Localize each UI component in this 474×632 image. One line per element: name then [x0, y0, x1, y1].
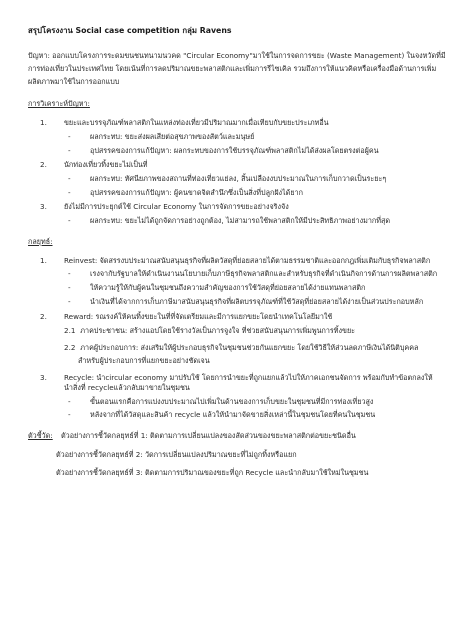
indicator-first	[28, 431, 446, 441]
bullet-item: - เรงจากับรัฐบาลให้ดำเนินงานนโยบายเก็บภาษีธุรกิจพลาสติกและสำหรับธุรกิจที่ดำเนินกิจการด้านการผลิตพลาสติก	[64, 269, 446, 279]
document-title: สรุปโครงงาน Social case competition กลุ่ม Ravens	[28, 26, 232, 35]
sub-item-text: ภาคผู้ประกอบการ: ส่งเสริมให้ผู้ประกอบธุรกิจในชุมชนช่วยกันแยกขยะ โดยใช้วิธีให้ส่วนลดภาษีเงินได้นิติบุคคล	[80, 343, 419, 353]
sub-item	[64, 325, 446, 338]
indicator-text: ตัวอย่างการชี้วัดกลยุทธ์ที่ 2: วัดการเปลี่ยนแปลงปริมาณขยะที่ไม่ถูกทิ้งหรือแยก	[56, 449, 297, 459]
bullet-item: - ผลกระทบ: ทัศนียภาพของสถานที่ท่องเที่ยวแย่ลง, สิ้นเปลืองงบประมาณในการเก็บกวาดเป็นระยะๆ	[64, 174, 446, 184]
strategy-item	[40, 373, 446, 420]
strategy-bullets	[64, 269, 446, 306]
strategy-item	[40, 256, 446, 307]
bullet-item: - ให้ความรู้ให้กับผู้คนในชุมชนถึงความสำคัญของการใช้วัสดุที่ย่อยสลายได้ง่ายแทนพลาสติก	[64, 283, 446, 293]
analysis-bullets	[64, 216, 446, 226]
bullet-item: - ผลกระทบ: ขยะไม่ได้ถูกจัดการอย่างถูกต้อง, ไม่สามารถใช้พลาสติกให้มีประสิทธิภาพอย่างมากที่สุด	[64, 216, 446, 226]
strategy-item-continuation: นำสิ่งที่ recycleแล้วกลับมาขายในชุมชน	[64, 382, 190, 392]
indicator-text: ตัวอย่างการชี้วัดกลยุทธ์ที่ 3: ติดตามการปริมาณของขยะที่ถูก Recycle และนำกลับมาใช้ใหม่ในชุมชน	[56, 468, 369, 478]
sub-item-text: ภาคประชาชน: สร้างแอปโดยใช้รางวัลเป็นการจูงใจ ที่ช่วยสนับสนุนการเพิ่มพูนการทิ้งขยะ	[80, 326, 356, 336]
strategy-item-line: Recycle: นำcircular economy มาปรับใช้ โดยการนำขยะที่ถูกแยกแล้วไปให้ภาคเอกชนจัดการ พร้อมกับทำข้อตกลงให้	[64, 373, 433, 383]
item-number: 2.	[40, 311, 47, 321]
strategy-bullets	[64, 397, 446, 420]
strategy-list	[28, 256, 446, 420]
analysis-list	[28, 118, 446, 226]
bullet-item: - นำเงินที่ได้จากการเก็บภาษีมาสนับสนุนธุรกิจที่ผลิตบรรจุภัณฑ์ที่ใช้วัสดุที่ย่อยสลายได้ง่ายเป็นส่วนประกอบหลัก	[64, 297, 446, 307]
bullet-item: - อุปสรรคของการแก้ปัญหา: ผลกระทบของการใช้บรรจุภัณฑ์พลาสติกไม่ได้ส่งผลโดยตรงต่อผู้คน	[64, 146, 446, 156]
strategy-item-text: Reward: รณรงค์ให้คนทิ้งขยะในที่ที่จัดเตรียมและมีการแยกขยะโดยนำเทคโนโลยีมาใช้	[64, 311, 333, 321]
analysis-heading: การวิเคราะห์ปัญหา:	[28, 99, 90, 109]
item-number: 1.	[40, 118, 47, 128]
sub-item	[64, 342, 446, 368]
item-number: 3.	[40, 373, 47, 383]
strategy-heading: กลยุทธ์:	[28, 236, 53, 246]
bullet-item: - ผลกระทบ: ขยะส่งผลเสียต่อสุขภาพของสัตว์และมนุษย์	[64, 132, 446, 142]
analysis-item-text: ขยะและบรรจุภัณฑ์พลาสติกในแหล่งท่องเที่ยวมีปริมาณมากเมื่อเทียบกับขยะประเภทอื่น	[64, 118, 329, 128]
strategy-item-text: Reinvest: จัดสรรงบประมาณสนับสนุนธุรกิจที่ผลิตวัสดุที่ย่อยสลายได้ตามธรรมชาติและออกกฎเพิ่มเติมกับธุรกิจพลาสติก	[64, 255, 431, 265]
analysis-bullets	[64, 174, 446, 197]
sub-item-code: 2.1	[64, 326, 76, 336]
indicator-text: ตัวอย่างการชี้วัดกลยุทธ์ที่ 1: ติดตามการเปลี่ยนแปลงของสัดส่วนของขยะพลาสติกต่อขยะชนิดอื่น	[61, 430, 356, 440]
sub-item-code: 2.2	[64, 343, 76, 353]
bullet-item: - อุปสรรคของการแก้ปัญหา: ผู้คนขาดจิตสำนึกซึ่งเป็นสิ่งที่ปลูกฝังได้ยาก	[64, 188, 446, 198]
item-number: 1.	[40, 255, 47, 265]
analysis-item-text: นักท่องเที่ยวทิ้งขยะไม่เป็นที่	[64, 160, 148, 170]
bullet-item: - หลังจากที่ได้วัสดุและสินค้า recycle แล้วให้นำมาจัดขายสิ่งเหล่านี้ในชุมชนโดยที่คนในชุมชน	[64, 410, 446, 420]
analysis-bullets	[64, 132, 446, 155]
indicator-heading: ตัวชี้วัด:	[28, 430, 53, 440]
item-number: 2.	[40, 160, 47, 170]
analysis-item	[40, 160, 446, 197]
strategy-item-text	[64, 373, 446, 392]
analysis-item-text: ยังไม่มีการประยุกต์ใช้ Circular Economy ในการจัดการขยะอย่างจริงจัง	[64, 202, 289, 212]
analysis-item	[40, 202, 446, 225]
problem-paragraph: ปัญหา: ออกแบบโครงการระดมขนชนทนามนวคด "Circular Economy"มาใช้ในการจดการขยะ (Waste Management) ในจงหวัดที่มีการท่องเที่ยวในประเทศไทย โดยเน้นที่การลดปริมาณขยะพลาสติกและเพิ่มการรีไซเคิล รวมถึงการให้แนวคิดหรือเครื่องมือด้านการเพิ่มผลิตภาพมาใช้ในการออกแบบ	[28, 50, 446, 87]
analysis-item	[40, 118, 446, 155]
bullet-item: - ขั้นตอนแรกคือการแบ่งงบประมาณไปเพิ่มในด้านของการเก็บขยะในชุมชนที่มีการท่องเที่ยวสูง	[64, 397, 446, 407]
sub-item-continuation: สำหรับผู้ประกอบการที่แยกขยะอย่างชัดเจน	[78, 356, 210, 366]
item-number: 3.	[40, 202, 47, 212]
strategy-item	[40, 312, 446, 369]
